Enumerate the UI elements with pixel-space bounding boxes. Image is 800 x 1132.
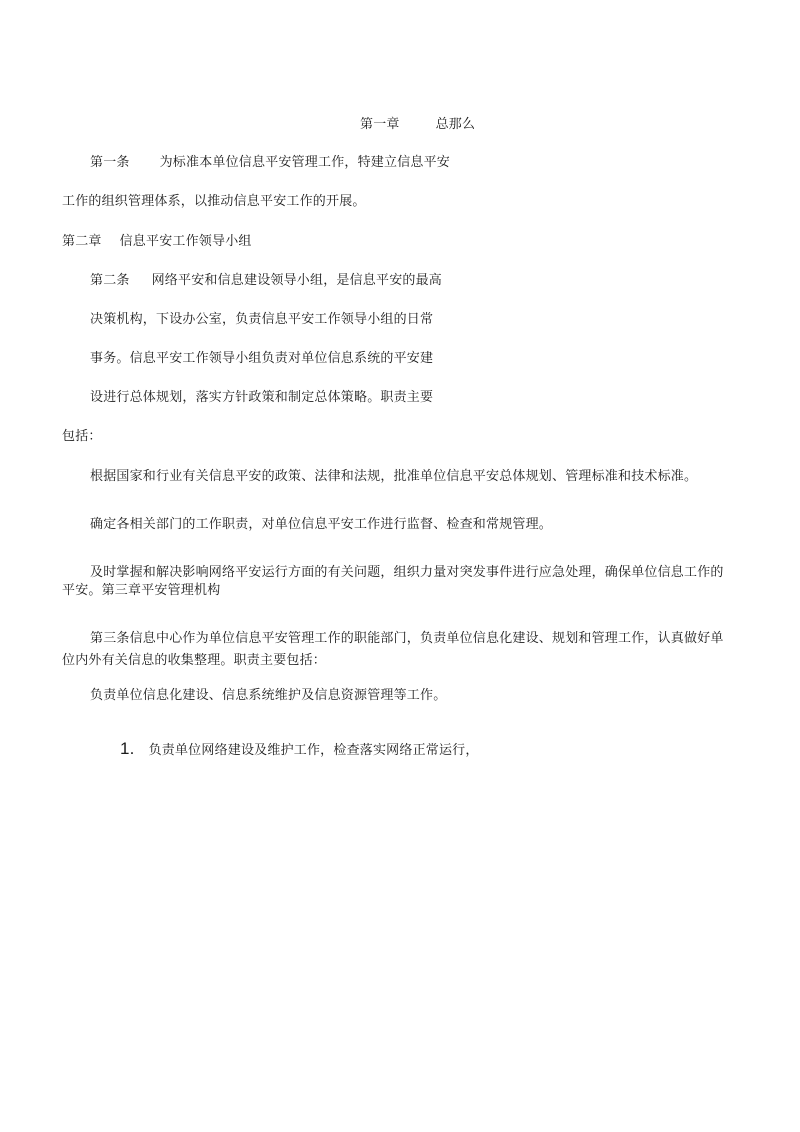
article-2-label: 第二条 xyxy=(90,273,130,288)
article-2-text-4: 设进行总体规划，落实方针政策和制定总体策略。职责主要 xyxy=(90,390,434,405)
article-1-label: 第一条 xyxy=(90,155,130,170)
article-1-text-1: 为标准本单位信息平安管理工作，特建立信息平安 xyxy=(159,155,451,170)
duty-1 xyxy=(90,468,697,486)
duty-2 xyxy=(90,516,552,534)
article-1-line-2 xyxy=(62,193,366,211)
chapter-2-label: 第二章 xyxy=(62,234,102,249)
duty-3-line-1 xyxy=(90,564,724,582)
article-3-text-1: 第三条信息中心作为单位信息平安管理工作的职能部门，负责单位信息化建设、规划和管理工作，认真做好单 xyxy=(90,631,724,646)
list-item-1-number: 1. xyxy=(120,739,135,758)
chapter-2-heading xyxy=(62,233,252,251)
article-2-text-2: 决策机构，下设办公室，负责信息平安工作领导小组的日常 xyxy=(90,312,434,327)
duty-2-text: 确定各相关部门的工作职责，对单位信息平安工作进行监督、检查和常规管理。 xyxy=(90,517,553,532)
article-2-text-5: 包括： xyxy=(62,429,102,444)
article-3-text-2: 位内外有关信息的收集整理。职责主要包括： xyxy=(62,653,327,668)
article-2-line-1 xyxy=(90,272,442,290)
list-item-1 xyxy=(120,740,479,760)
list-item-1-text: 负责单位网络建设及维护工作，检查落实网络正常运行， xyxy=(148,743,479,758)
chapter-1-label: 第一章 xyxy=(360,117,400,132)
article-2-line-5 xyxy=(62,428,102,446)
article-2-text-3: 事务。信息平安工作领导小组负责对单位信息系统的平安建 xyxy=(90,351,434,366)
article-2-line-2 xyxy=(90,311,433,329)
chapter-2-title: 信息平安工作领导小组 xyxy=(119,234,252,249)
article-2-line-3 xyxy=(90,350,433,368)
duty-1-text: 根据国家和行业有关信息平安的政策、法律和法规，批准单位信息平安总体规划、管理标准和技术标准。 xyxy=(90,469,698,484)
article-1-text-2: 工作的组织管理体系，以推动信息平安工作的开展。 xyxy=(62,194,366,209)
duty-3-text-1: 及时掌握和解决影响网络平安运行方面的有关问题，组织力量对突发事件进行应急处理，确保单位信息工作的 xyxy=(90,565,724,580)
duty-4 xyxy=(90,687,446,705)
duty-3-line-2 xyxy=(62,582,220,600)
article-3-line-1 xyxy=(90,630,724,648)
article-1-line-1 xyxy=(90,154,450,172)
article-2-line-4 xyxy=(90,389,433,407)
article-2-text-1: 网络平安和信息建设领导小组，是信息平安的最高 xyxy=(151,273,443,288)
duty-3-text-2: 平安。第三章平安管理机构 xyxy=(62,583,221,598)
chapter-1-title: 总那么 xyxy=(435,117,476,132)
chapter-1-heading xyxy=(360,116,475,134)
duty-4-text: 负责单位信息化建设、信息系统维护及信息资源管理等工作。 xyxy=(90,688,447,703)
article-3-line-2 xyxy=(62,652,326,670)
